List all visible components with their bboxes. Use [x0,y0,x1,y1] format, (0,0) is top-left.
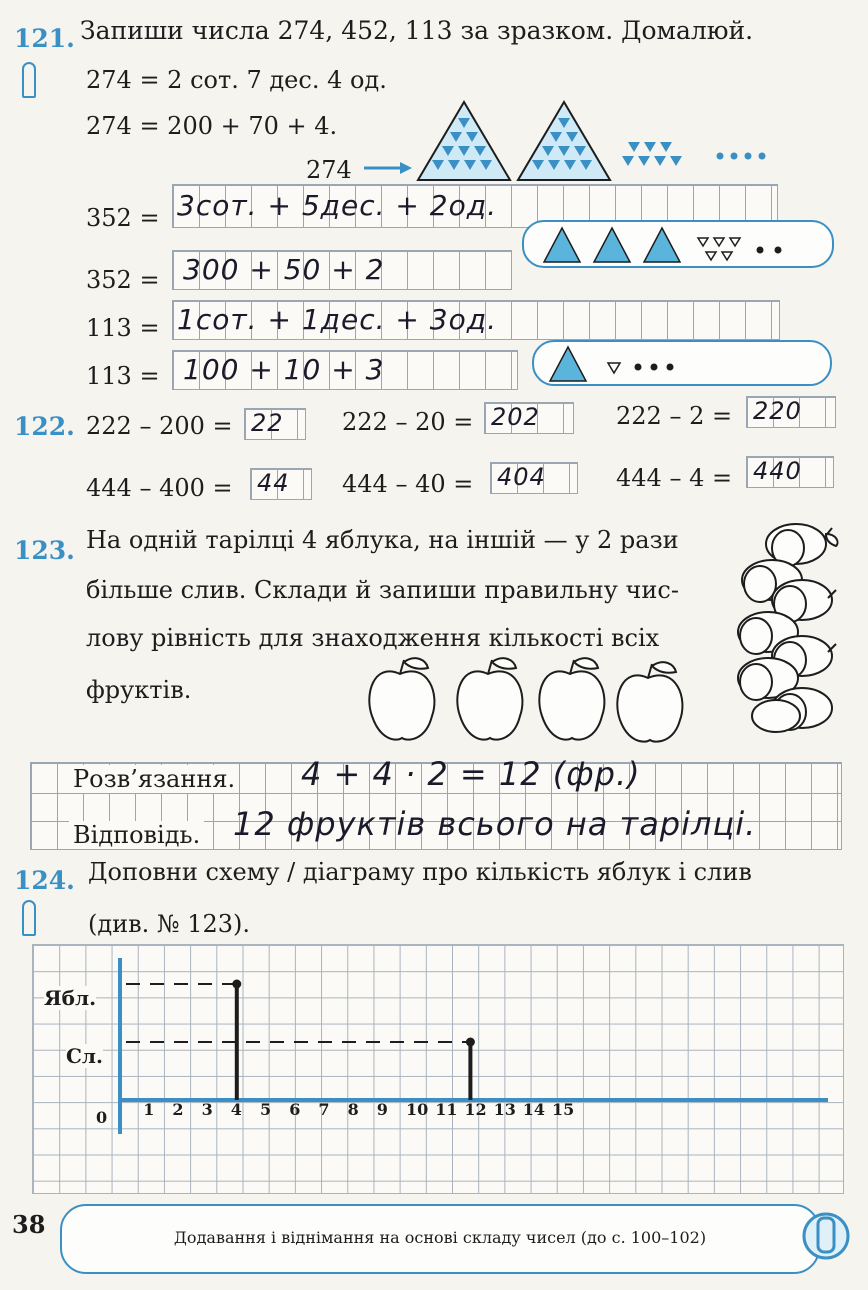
solution-label: Розв’язання. [69,765,239,793]
task-123-line-2: більше слив. Склади й запиши правильну чис- [86,576,679,604]
expr-5: 444 – 40 = [342,470,474,498]
expr-4: 444 – 400 = [86,474,233,502]
x-tick-label: 4 [230,1100,242,1119]
x-tick-label: 3 [201,1100,213,1119]
answer-label: Відповідь. [69,821,204,849]
answer-2: 202 [491,403,540,431]
x-tick-label: 8 [347,1100,359,1119]
sample-line-3: 274 [306,156,352,184]
task-123-line-3: лову рівність для знаходження кількості всіх [86,624,660,652]
x-tick-label: 13 [493,1100,516,1119]
bar-end-dot-1 [466,1038,475,1047]
handwritten-352a: 3сот. + 5дес. + 2од. [177,189,497,222]
row-352a-label: 352 = [86,204,160,232]
exercise-122-number: 122. [14,412,75,441]
category-label-plums: Сл. [66,1044,103,1068]
exercise-121-task: Запиши числа 274, 452, 113 за зразком. Домалюй. [80,16,754,45]
answer-1: 22 [251,409,284,437]
x-tick-label: 1 [143,1100,155,1119]
sample-line-2: 274 = 200 + 70 + 4. [86,112,338,140]
answer-6: 440 [753,457,802,485]
pencil-circle-icon [800,1196,860,1280]
page-number: 38 [12,1210,46,1239]
row-352b-label: 352 = [86,266,160,294]
answer-4: 44 [257,469,290,497]
x-tick-label: 2 [172,1100,184,1119]
x-tick-label: 12 [464,1100,487,1119]
expr-2: 222 – 20 = [342,408,474,436]
task-124-line-1: Доповни схему / діаграму про кількість яблук і слив [88,858,752,886]
answer-3: 220 [753,397,802,425]
solution-handwritten[interactable]: 4 + 4 · 2 = 12 (фр.) [301,755,641,793]
task-123-line-1: На одній тарілці 4 яблука, на іншій — у 2 рази [86,526,679,554]
sample-line-1: 274 = 2 сот. 7 дес. 4 од. [86,66,387,94]
handwritten-352b: 300 + 50 + 2 [183,253,385,286]
handwritten-113b: 100 + 10 + 3 [183,353,385,386]
x-tick-label: 11 [435,1100,458,1119]
answer-5: 404 [497,463,546,491]
exercise-123-number: 123. [14,536,75,565]
x-tick-label: 10 [406,1100,429,1119]
exercise-124-number: 124. [14,866,75,895]
x-tick-label: 5 [260,1100,272,1119]
answer-handwritten[interactable]: 12 фруктів всього на тарілці. [233,805,757,843]
x-tick-label: 15 [552,1100,575,1119]
row-113a-label: 113 = [86,314,160,342]
x-tick-label: 7 [318,1100,330,1119]
footer-frame [60,1204,820,1274]
bar-end-dot-0 [232,980,241,989]
expr-6: 444 – 4 = [616,464,733,492]
task-124-line-2: (див. № 123). [88,910,251,938]
expr-1: 222 – 200 = [86,412,233,440]
category-label-apples: Ябл. [44,986,97,1010]
handwritten-113a: 1сот. + 1дес. + 3од. [177,303,497,336]
task-123-line-4: фруктів. [86,676,192,704]
x-tick-label: 14 [522,1100,546,1119]
exercise-121-number: 121. [14,24,75,53]
x-tick-label: 9 [376,1100,388,1119]
expr-3: 222 – 2 = [616,402,733,430]
row-113b-label: 113 = [86,362,160,390]
footer-caption: Додавання і віднімання на основі складу чисел (до с. 100–102) [173,1228,707,1247]
x-tick-label: 0 [96,1108,108,1127]
x-tick-label: 6 [289,1100,301,1119]
